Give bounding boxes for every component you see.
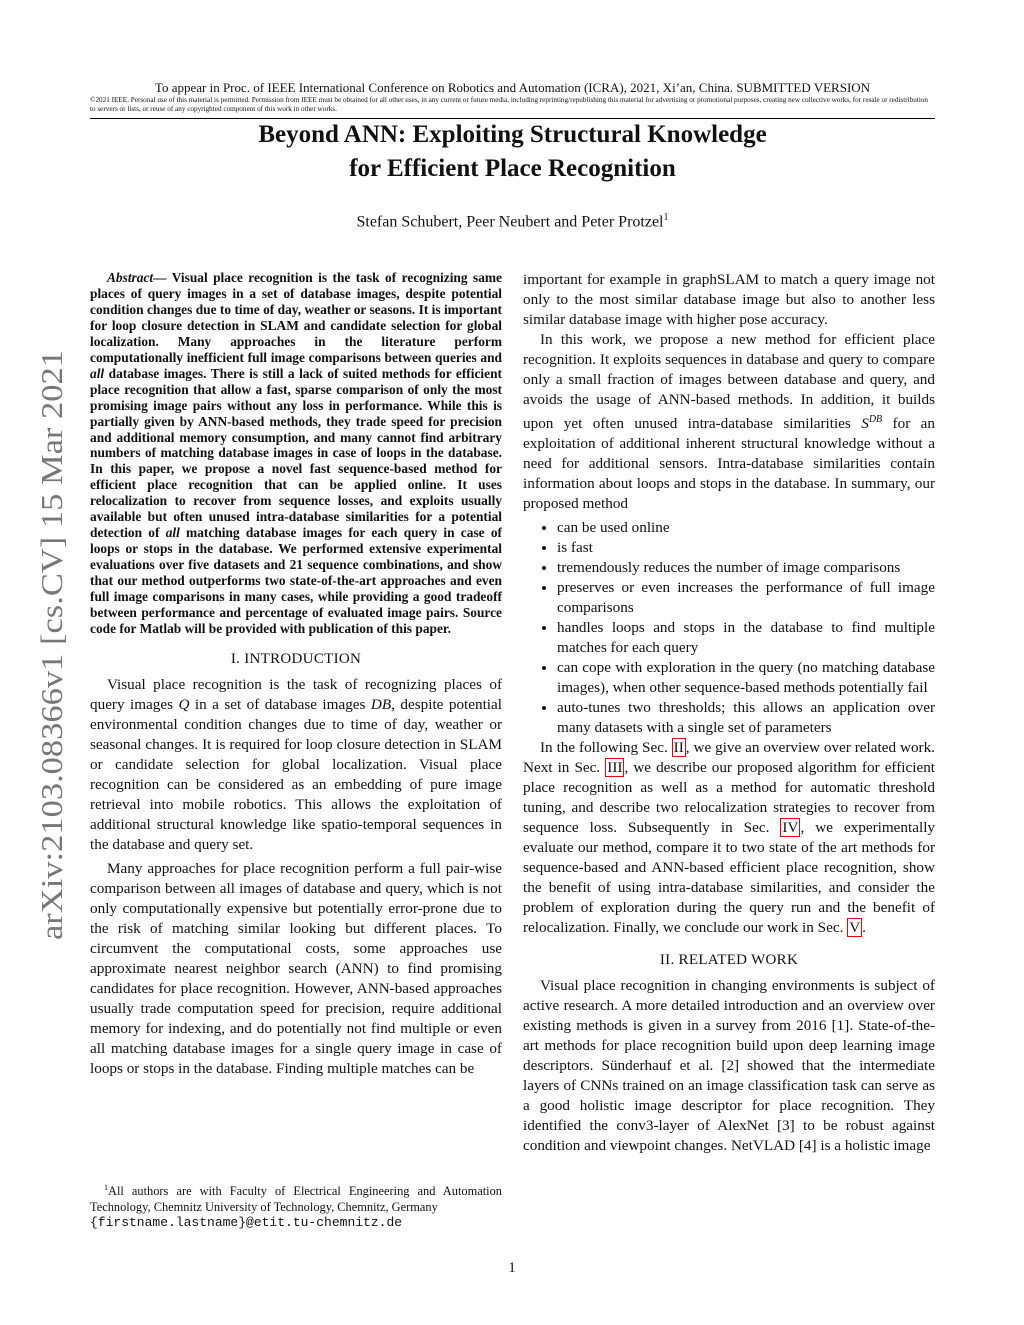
math-q: Q (178, 695, 190, 713)
intro-paragraph-1 (90, 675, 502, 855)
abstract-part-1: Visual place recognition is the task of recognizing same places of query images in a set of database images, despite potential condition changes due to time of day, weather or seasons. It is important for loop closure detection in SLAM and candidate selection for global localization. Many approaches in the literature perform computationally inefficient full image comparisons between queries and (90, 270, 502, 365)
section-heading-introduction: I. INTRODUCTION (230, 650, 362, 667)
footnote-mark: 1 (104, 1183, 108, 1192)
list-item: • handles loops and stops in the database to find multiple matches for each query (557, 618, 935, 658)
math-sdb-superscript: DB (868, 414, 883, 425)
venue-line: To appear in Proc. of IEEE International Conference on Robotics and Automation (ICRA), 2021, Xi’an, China. SUBMITTED VERSION (154, 80, 871, 95)
author-footnote-mark: 1 (663, 212, 669, 223)
paper-title (90, 118, 935, 186)
title-line-2: for Efficient Place Recognition (349, 155, 676, 182)
list-item: • can be used online (557, 518, 935, 538)
abstract-emphasis-1: all (90, 365, 105, 381)
contributions-list (523, 518, 935, 738)
list-item: • auto-tunes two thresholds; this allows an application over many datasets with a single set of parameters (557, 698, 935, 738)
intro-p1-text-b: in a set of database images (189, 695, 371, 713)
left-column (90, 270, 502, 1079)
right-p2-text-c: , we describe our proposed algorithm for efficient place recognition as well as a method for automatic threshold tuning, and describe two relocalization strategies to recover from sequence loss. Subsequently in Sec. (523, 759, 936, 837)
section-link-v[interactable]: V (849, 919, 861, 937)
abstract (90, 270, 502, 637)
right-column (523, 270, 935, 1156)
intro-p1-text-c: , despite potential environmental condition changes due to time of day, weather or seasonal changes. It is required for loop closure detection in SLAM or candidate selection for global localization. Visual place recognition can be considered as an embedding of pure image retrieval into mobile robotics. This allows the exploitation of additional structural knowledge like spatio-temporal sequences in the database and query set. (90, 695, 502, 853)
math-sdb: S (861, 415, 869, 433)
abstract-dash: — (153, 270, 167, 285)
arxiv-id: arXiv:2103.08366v1 [cs.CV] 15 Mar 2021 (34, 409, 69, 940)
abstract-part-2: database images. There is still a lack of suited methods for efficient place recognition that allow a fast, sparse comparison of only the most promising image pairs without any loss in performance. While this is partially given by ANN-based methods, they trade speed for precision and additional memory consumption, and many cannot find arbitrary numbers of matching database images in case of loops in the database. In this paper, we propose a novel fast sequence-based method for efficient place recognition that can be applied online. It uses relocalization to recover from sequence losses, and exploits usually available but often unused intra-database similarities for a potential detection of (90, 365, 502, 541)
math-db: DB (370, 695, 392, 713)
section-link-iv[interactable]: IV (782, 819, 799, 837)
copyright-notice: ©2021 IEEE. Personal use of this material is permitted. Permission from IEEE must be obtained for all other uses, in any current or future media, including reprinting/republishing this material for advertising or promotional purposes, creating new collective works, for resale or redistribution to servers or lists, or reuse of any copyrighted component of this work in other works. (90, 96, 928, 113)
abstract-part-3: matching database images for each query in case of loops or stops in the database. We performed extensive experimental evaluations over five datasets and 21 sequence combinations, and show that our method outperforms two state-of-the-art approaches and even full image comparisons in many cases, while providing a good tradeoff between performance and percentage of evaluated image pairs. Source code for Matlab will be provided with publication of this paper. (90, 525, 502, 636)
intro-p1-text-a: Visual place recognition is the task of recognizing places of query images (90, 675, 502, 713)
list-item: • can cope with exploration in the query (no matching database images), when other sequence-based methods potentially fail (557, 658, 935, 698)
right-p2-text-d: , we experimentally evaluate our method, compare it to two state of the art methods for sequence-based and ANN-based efficient place recognition, show the benefit of using intra-database similarities, and consider the problem of exploration during the query run and the benefit of relocalization. Finally, we conclude our work in Sec. (523, 819, 936, 937)
abstract-label: Abstract (107, 270, 154, 285)
section-link-iii[interactable]: III (607, 759, 623, 777)
list-item: • tremendously reduces the number of image comparisons (557, 558, 935, 578)
title-line-1: Beyond ANN: Exploiting Structural Knowledge (258, 121, 767, 148)
right-paragraph-3: Visual place recognition in changing environments is subject of active research. A more detailed introduction and an overview over existing methods is given in a survey from 2016 [1]. State-of-the-art methods for place recognition build upon deep learning image descriptors. Sünderhauf et al. [2] showed that the intermediate layers of CNNs trained on an image classification task can serve as a good holistic image descriptor for place recognition. They identified the conv3-layer of AlexNet [3] to be robust against condition and viewpoint changes. NetVLAD [4] is a holistic image (523, 977, 935, 1155)
page-number: 1 (508, 1260, 516, 1276)
section-heading-related-work: II. RELATED WORK (659, 952, 799, 969)
abstract-emphasis-2: all (165, 525, 180, 541)
right-paragraph-2 (523, 738, 935, 938)
right-p2-text-b: , we give an overview over related work. Next in Sec. (523, 739, 935, 777)
footnote-text-block (90, 1180, 502, 1215)
section-link-ii[interactable]: II (673, 739, 684, 757)
list-item: • preserves or even increases the performance of full image comparisons (557, 578, 935, 618)
author-names: Stefan Schubert, Peer Neubert and Peter Protzel (356, 213, 664, 231)
footnote (90, 1180, 502, 1231)
right-p2-text-e: . (862, 919, 866, 937)
list-item: • is fast (557, 538, 935, 558)
right-p1-text-a: In this work, we propose a new method for efficient place recognition. It exploits sequences in database and query to compare only a small fraction of images between database and query, and avoids the usage of ANN-based methods. In addition, it builds upon yet often unused intra-database similarities (523, 331, 935, 433)
right-p2-text-a: In the following Sec. (540, 739, 672, 757)
footnote-text: All authors are with Faculty of Electrical Engineering and Automation Technology, Chemnitz University of Technology, Chemnitz, Germany (90, 1184, 502, 1214)
footnote-email: {firstname.lastname}@etit.tu-chemnitz.de (90, 1215, 403, 1231)
intro-paragraph-2: Many approaches for place recognition perform a full pair-wise comparison between all images of database and query, which is not only computationally expensive but potentially error-prone due to the risk of matching similar looking but different places. To circumvent the computational costs, some approaches use approximate nearest neighbor search (ANN) to find promising candidates for place recognition. However, ANN-based approaches usually trade computation speed for precision, require additional memory for indexing, and do potentially not find multiple or even all matching database images for a single query image in case of loops or stops in the database. Finding multiple matches can be (90, 859, 502, 1077)
author-list (90, 212, 935, 231)
arxiv-stamp (18, 350, 78, 950)
right-p1-text-b: for an exploitation of additional inherent structural knowledge without a need for additional sensors. Intra-database similarities contain information about loops and stops in the database. In summary, our proposed method (523, 415, 935, 513)
right-paragraph-1 (523, 330, 935, 514)
right-paragraph-0: important for example in graphSLAM to match a query image not only to the most similar database image but also to another less similar database image with higher pose accuracy. (523, 271, 935, 328)
